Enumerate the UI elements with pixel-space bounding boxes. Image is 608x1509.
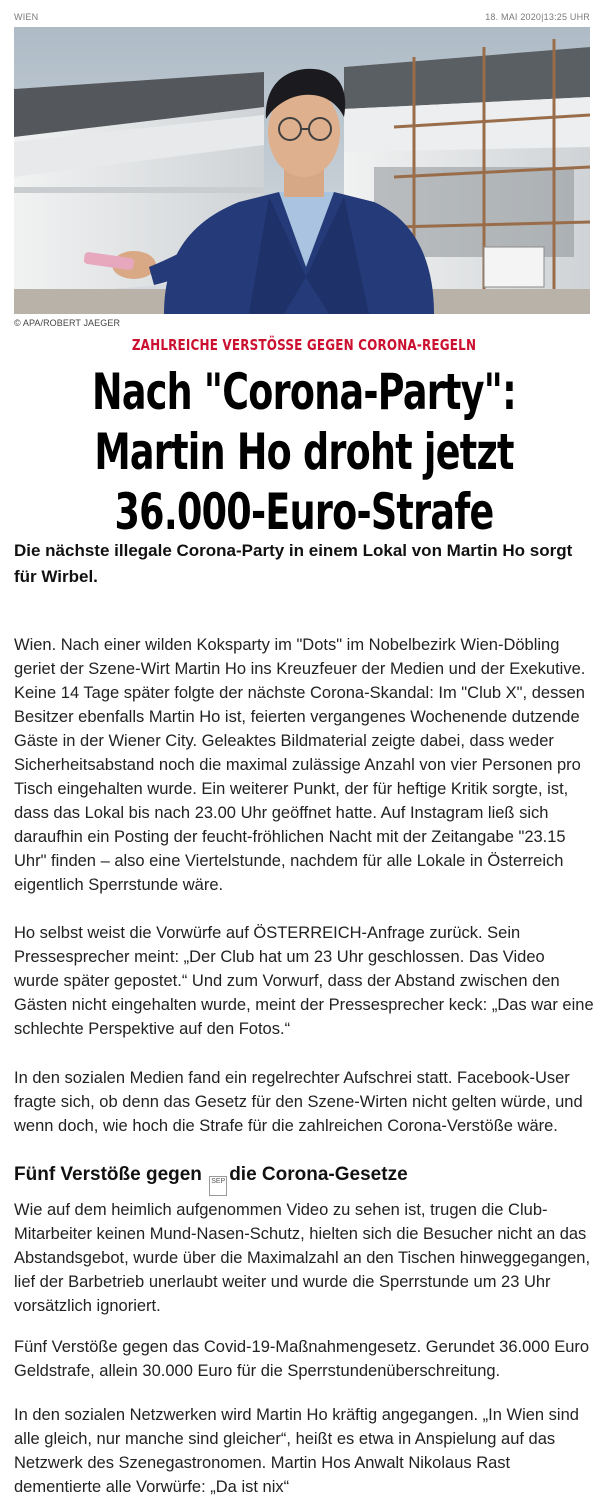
article-subheading [14,1163,594,1196]
article-kicker: ZAHLREICHE VERSTÖSSE GEGEN CORONA-REGELN [131,336,477,354]
subheading-text-start: Fünf Verstöße gegen [14,1164,202,1185]
article-paragraph: Fünf Verstöße gegen das Covid-19-Maßnahmengesetz. Gerundet 36.000 Euro Geldstrafe, allein 30.000 Euro für die Sperrstundenüberschreitung. [14,1338,590,1380]
article-paragraph: Ho selbst weist die Vorwürfe auf ÖSTERREICH-Anfrage zurück. Sein Pressesprecher meint: „Der Club hat um 23 Uhr geschlossen. Das Video wurde später gepostet.“ Und zum Vorwurf, dass der Abstand zwischen den Gästen nicht eingehalten wurde, meint der Pressesprecher keck: „Das war eine schlechte Perspektive auf den Fotos.“ [14,924,594,1038]
article-date: 18. MAI 2020|13:25 UHR [485,12,590,22]
subheading-text-end: die Corona-Gesetze [229,1164,408,1185]
article-paragraph: Wie auf dem heimlich aufgenommen Video zu sehen ist, trugen die Club-Mitarbeiter keinen Mund-Nasen-Schutz, hielten sich die Besucher nicht an das Abstandsgebot, wurde über die Maximalzahl an den Tischen hinweggegangen, lief der Barbetrieb unerlaubt weiter und wurde die Sperrstunde um 23 Uhr vorsätzlich ignoriert. [14,1201,591,1315]
image-credit: © APA/ROBERT JAEGER [14,318,121,328]
separator-glyph-icon: SEP [209,1176,227,1196]
article-paragraph: In den sozialen Medien fand ein regelrechter Aufschrei statt. Facebook-User fragte sich, ob denn das Gesetz für den Szene-Wirten nicht gelten würde, und wenn doch, wie hoch die Strafe für die zahlreichen Corona-Verstöße wäre. [14,1069,583,1135]
article-headline [82,362,526,542]
article-paragraph: Wien. Nach einer wilden Koksparty im "Dots" im Nobelbezirk Wien-Döbling geriet der Szene-Wirt Martin Ho ins Kreuzfeuer der Medien und der Exekutive. Keine 14 Tage später folgte der nächste Corona-Skandal: Im "Club X", dessen Besitzer ebenfalls Martin Ho ist, feierten vergangenes Wochenende dutzende Gäste in der Wiener City. Geleaktes Bildmaterial zeigte dabei, dass weder Sicherheitsabstand noch die maximal zulässige Anzahl von vier Personen pro Tisch eingehalten wurde. Ein weiterer Punkt, der für heftige Kritik sorgte, ist, dass das Lokal bis nach 23.00 Uhr geöffnet hatte. Auf Instagram ließ sich daraufhin ein Posting der feucht-fröhlichen Nacht mit der Zeitangabe "23.15 Uhr" finden – also eine Viertelstunde, nachdem für alle Lokale in Österreich eigentlich Sperrstunde wäre. [14,636,586,894]
article-location[interactable]: WIEN [14,12,39,22]
article-paragraph: In den sozialen Netzwerken wird Martin Ho kräftig angegangen. „In Wien sind alle gleich, nur manche sind gleicher“, heißt es etwa in Anspielung auf das Netzwerk des Szenegastronomen. Martin Hos Anwalt Nikolaus Rast dementierte alle Vorwürfe: „Da ist nix“ [14,1406,579,1496]
headline-line: Martin Ho droht jetzt [94,423,514,481]
headline-line: Nach "Corona-Party": [92,363,516,421]
article-hero-image [14,27,590,314]
article-lead: Die nächste illegale Corona-Party in einem Lokal von Martin Ho sorgt für Wirbel. [14,541,573,586]
article-meta-bar [14,12,590,24]
headline-line: 36.000-Euro-Strafe [114,483,494,541]
hero-photo [14,27,590,314]
